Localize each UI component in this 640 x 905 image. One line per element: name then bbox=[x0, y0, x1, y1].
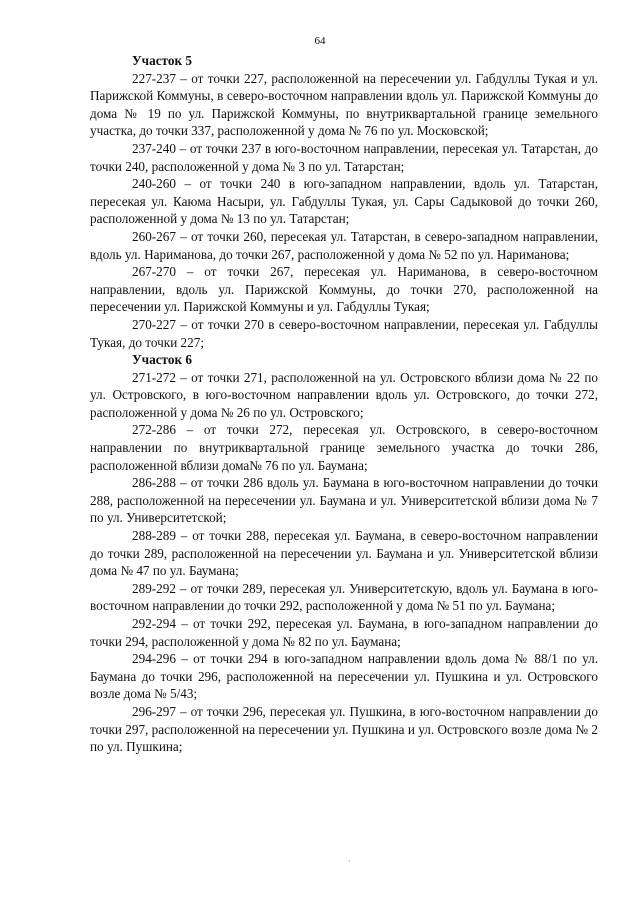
boundary-paragraph: 288-289 – от точки 288, пересекая ул. Баумана, в северо-восточном направлении до точки 289, расположенной на пересечении ул. Баумана и ул. Университетской вблизи дома № 47 по ул. Баумана; bbox=[90, 528, 598, 579]
boundary-paragraph: 289-292 – от точки 289, пересекая ул. Университетскую, вдоль ул. Баумана в юго-восточном направлении до точки 292, расположенной у дома № 51 по ул. Баумана; bbox=[90, 580, 598, 614]
boundary-paragraph: 267-270 – от точки 267, пересекая ул. Нариманова, в северо-восточном направлении, вдоль ул. Парижской Коммуны, до точки 270, расположенной на пересечении ул. Парижской Коммуны и ул. Габдуллы Тукая; bbox=[90, 264, 598, 315]
document-body bbox=[90, 52, 598, 756]
boundary-paragraph: 271-272 – от точки 271, расположенной на ул. Островского вблизи дома № 22 по ул. Островского, в юго-восточном направлении вдоль ул. Островского, до точки 272, расположенной у дома № 26 по ул. Островского; bbox=[90, 369, 598, 420]
boundary-paragraph: 296-297 – от точки 296, пересекая ул. Пушкина, в юго-восточном направлении до точки 297, расположенной на пересечении ул. Пушкина и ул. Островского возле дома № 2 по ул. Пушкина; bbox=[90, 703, 598, 755]
boundary-paragraph: 294-296 – от точки 294 в юго-западном направлении вдоль дома № 88/1 по ул. Баумана до точки 296, расположенной на пересечении ул. Пушкина и ул. Островского возле дома № 5/43; bbox=[90, 651, 598, 702]
boundary-paragraph: 237-240 – от точки 237 в юго-восточном направлении, пересекая ул. Татарстан, до точки 240, расположенной у дома № 3 по ул. Татарстан; bbox=[90, 140, 598, 174]
boundary-paragraph: 270-227 – от точки 270 в северо-восточном направлении, пересекая ул. Габдуллы Тукая, до точки 227; bbox=[90, 316, 598, 350]
scan-speck: · bbox=[348, 857, 351, 866]
boundary-paragraph: 260-267 – от точки 260, пересекая ул. Татарстан, в северо-западном направлении, вдоль ул. Нариманова, до точки 267, расположенной у дома № 52 по ул. Нариманова; bbox=[90, 228, 598, 262]
boundary-paragraph: 240-260 – от точки 240 в юго-западном направлении, вдоль ул. Татарстан, пересекая ул. Каюма Насыри, ул. Габдуллы Тукая, ул. Сары Садыковой до точки 260, расположенной у дома № 13 по ул. Татарстан; bbox=[90, 176, 598, 227]
boundary-paragraph: 227-237 – от точки 227, расположенной на пересечении ул. Габдуллы Тукая и ул. Парижской Коммуны, в северо-восточном направлении вдоль ул. Парижской Коммуны до дома № 19 по ул. Парижской Коммуны, по внутриквартальной границе земельного участка, до точки 337, расположенной у дома № 76 по ул. Московской; bbox=[90, 70, 598, 139]
page-number: 64 bbox=[314, 35, 326, 47]
section-title: Участок 6 bbox=[132, 352, 192, 368]
boundary-paragraph: 292-294 – от точки 292, пересекая ул. Баумана, в юго-западном направлении до точки 294, расположенной у дома № 82 по ул. Баумана; bbox=[90, 616, 598, 649]
section-title: Участок 5 bbox=[132, 53, 192, 68]
boundary-paragraph: 272-286 – от точки 272, пересекая ул. Островского, в северо-восточном направлении по внутриквартальной границе земельного участка до точки 286, расположенной вблизи дома№ 76 по ул. Баумана; bbox=[90, 422, 598, 473]
boundary-paragraph: 286-288 – от точки 286 вдоль ул. Баумана в юго-восточном направлении до точки 288, расположенной на пересечении ул. Баумана и ул. Университетской вблизи дома № 7 по ул. Университетской; bbox=[90, 475, 598, 526]
